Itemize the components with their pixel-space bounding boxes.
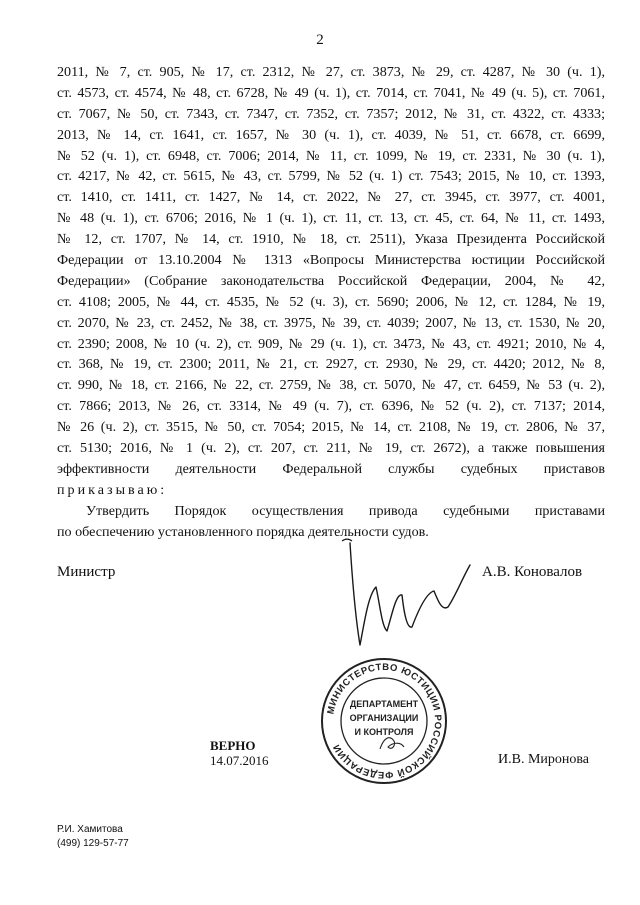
text-line: 2011, № 7, ст. 905, № 17, ст. 2312, № 27, ст. 3873, № 29, ст. 4287, № 30 (ч. 1),: [57, 64, 605, 80]
text-line: 2013, № 14, ст. 1641, ст. 1657, № 30 (ч. 1), ст. 4039, № 51, ст. 6678, ст. 6699,: [57, 126, 605, 143]
order-resolution: Утвердить Порядок осуществления привода судебными приставами: [86, 502, 605, 519]
executor-phone: (499) 129-57-77: [57, 838, 129, 849]
text-line: ст. 368, № 19, ст. 2300; 2011, № 21, ст. 2927, ст. 2930, № 29, ст. 4420; 2012, № 8,: [57, 356, 605, 373]
text-line: Федерации» (Собрание законодательства Российской Федерации, 2004, № 42,: [57, 272, 605, 289]
text-line: № 52 (ч. 1), ст. 6948, ст. 7006; 2014, № 11, ст. 1099, № 19, ст. 2331, № 30 (ч. 1),: [57, 147, 605, 164]
text-line: ст. 5130; 2016, № 1 (ч. 2), ст. 207, ст. 211, № 19, ст. 2672), а также повышения: [57, 440, 605, 457]
executor-name: Р.И. Хамитова: [57, 824, 123, 835]
seal-line-1: ДЕПАРТАМЕНТ: [349, 699, 419, 709]
seal-line-3: И КОНТРОЛЯ: [354, 727, 414, 737]
text-line: ст. 1410, ст. 1411, ст. 1427, № 14, ст. 2022, № 27, ст. 3945, ст. 3977, ст. 4001,: [57, 189, 605, 206]
text-line: № 26 (ч. 2), ст. 3515, № 50, ст. 7054; 2015, № 14, ст. 2108, № 19, ст. 2806, № 37,: [57, 419, 605, 436]
official-seal: [318, 655, 450, 787]
certifier-name: И.В. Миронова: [498, 752, 590, 767]
minister-label: Министр: [57, 564, 116, 580]
text-line: ст. 4217, № 42, ст. 5615, № 43, ст. 5799, № 52 (ч. 1) ст. 7543; 2015, № 10, ст. 1393,: [57, 168, 605, 185]
page-number: 2: [316, 32, 324, 48]
text-line: Федерации от 13.10.2004 № 1313 «Вопросы Министерства юстиции Российской: [57, 252, 605, 269]
text-line: ст. 2390; 2008, № 10 (ч. 2), ст. 909, № 29 (ч. 1), ст. 3473, № 43, ст. 4921; 2010, № 4,: [57, 335, 605, 352]
order-resolution: по обеспечению установленного порядка деятельности судов.: [57, 523, 429, 540]
order-keyword: приказываю:: [57, 481, 168, 498]
order-body-text: [57, 62, 605, 542]
handwritten-signature: [330, 535, 480, 655]
certification-date: 14.07.2016: [210, 753, 269, 768]
text-line: ст. 2070, № 23, ст. 2452, № 38, ст. 3975, № 39, ст. 4039; 2007, № 13, ст. 1530, № 20,: [57, 314, 605, 331]
minister-name: А.В. Коновалов: [482, 564, 583, 580]
text-line: ст. 4108; 2005, № 44, ст. 4535, № 52 (ч. 3), ст. 5690; 2006, № 12, ст. 1284, № 19,: [57, 293, 605, 310]
text-line: № 12, ст. 1707, № 14, ст. 1910, № 18, ст. 2511), Указа Президента Российской: [57, 231, 605, 248]
text-line: ст. 7067, № 50, ст. 7343, ст. 7347, ст. 7352, ст. 7357; 2012, № 31, ст. 4322, ст. 4333;: [57, 105, 605, 122]
text-line: ст. 4573, ст. 4574, № 48, ст. 6728, № 49 (ч. 1), ст. 7014, ст. 7041, № 49 (ч. 5), ст. 7061,: [57, 84, 605, 101]
text-line: № 48 (ч. 1), ст. 6706; 2016, № 1 (ч. 1), ст. 11, ст. 13, ст. 45, ст. 64, № 11, ст. 1493,: [57, 210, 605, 227]
certification-label: ВЕРНО: [210, 738, 256, 753]
text-line: эффективности деятельности Федеральной службы судебных приставов: [57, 460, 605, 477]
seal-ring-text: МИНИСТЕРСТВО ЮСТИЦИИ РОССИЙСКОЙ ФЕДЕРАЦИИ: [325, 661, 444, 781]
text-line: ст. 7866; 2013, № 26, ст. 3314, № 49 (ч. 7), ст. 6396, № 52 (ч. 2), ст. 7137; 2014,: [57, 398, 605, 415]
text-line: ст. 990, № 18, ст. 2166, № 22, ст. 2759, № 38, ст. 5070, № 47, ст. 6459, № 53 (ч. 2),: [57, 377, 605, 394]
seal-line-2: ОРГАНИЗАЦИИ: [349, 713, 419, 723]
